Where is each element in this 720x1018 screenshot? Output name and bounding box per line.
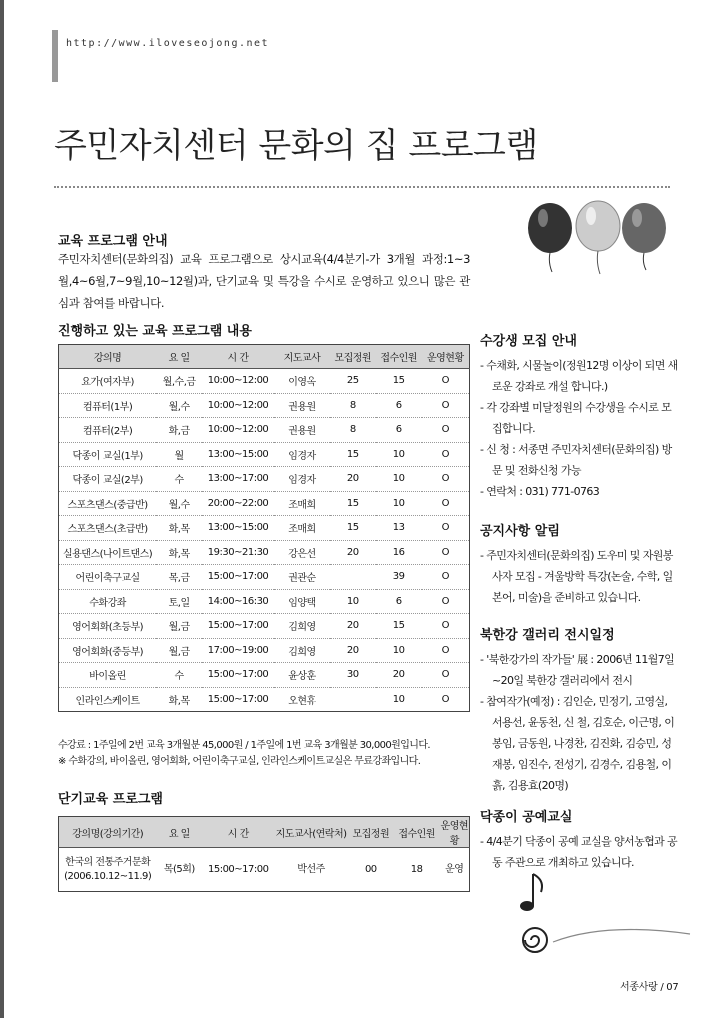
balloons-illustration <box>512 200 682 280</box>
capacity-cell: 20 <box>330 638 376 663</box>
registered-cell: 20 <box>376 663 422 688</box>
capacity-cell <box>330 565 376 590</box>
registered-cell: 10 <box>376 638 422 663</box>
list-item: - 주민자치센터(문화의집) 도우미 및 자원봉사자 모집 - 겨울방학 특강(논술, 수학, 일본어, 미술)을 준비하고 있습니다. <box>480 549 673 604</box>
col-header: 지도교사 <box>274 345 330 369</box>
table-row <box>59 540 470 565</box>
list-item: - 수채화, 시물놀이(정원12명 이상이 되면 새로운 강좌로 개설 합니다.) <box>480 359 678 393</box>
recruit-section <box>480 330 680 502</box>
course-cell: 영어회화(중등부) <box>59 638 157 663</box>
col-header: 강의명 <box>59 345 157 369</box>
notice-heading: 공지사항 알림 <box>480 524 560 539</box>
status-cell: O <box>422 638 470 663</box>
registered-cell: 10 <box>376 491 422 516</box>
recruit-heading: 수강생 모집 안내 <box>480 334 577 349</box>
time-cell: 13:00~15:00 <box>202 516 274 541</box>
col-header: 운영현황 <box>440 817 470 848</box>
balloon-dark <box>528 203 572 272</box>
col-header: 지도교사(연락처) <box>274 817 348 848</box>
course-cell: 닥종이 교실(1부) <box>59 442 157 467</box>
header-accent-bar <box>52 30 58 82</box>
short-term-table <box>58 816 470 892</box>
registered-cell: 15 <box>376 369 422 394</box>
col-header: 모집정원 <box>348 817 394 848</box>
status-cell: O <box>422 589 470 614</box>
registered-cell: 16 <box>376 540 422 565</box>
capacity-cell: 20 <box>330 614 376 639</box>
teacher-cell: 박선주 <box>297 863 325 875</box>
teacher-cell: 오현휴 <box>288 695 316 707</box>
course-cell: 수화강좌 <box>59 589 157 614</box>
status-cell: O <box>422 442 470 467</box>
music-note-icon <box>520 874 542 911</box>
status-cell: O <box>441 693 449 705</box>
education-intro: 주민자치센터(문화의집) 교육 프로그램으로 상시교육(4/4분기-가 3개월 과정:1~3월,4~6월,7~9월,10~12월)과, 단기교육 및 특강을 수시로 운영하고 있으니 많은 관심과 참여를 바랍니다. <box>58 252 470 310</box>
teacher-cell: 조매희 <box>274 491 330 516</box>
recruit-list <box>480 355 680 502</box>
page-title: 주민자치센터 문화의 집 프로그램 <box>54 126 538 166</box>
ongoing-heading: 진행하고 있는 교육 프로그램 내용 <box>58 324 252 339</box>
course-name: 한국의 전통주거문화 <box>65 856 151 868</box>
time-cell: 10:00~12:00 <box>202 418 274 443</box>
course-cell <box>59 848 157 892</box>
capacity-cell: 15 <box>330 491 376 516</box>
table-row <box>59 393 470 418</box>
notice-list <box>480 545 680 608</box>
time-cell: 10:00~12:00 <box>202 393 274 418</box>
short-term-heading: 단기교육 프로그램 <box>58 792 163 807</box>
status-cell: O <box>422 393 470 418</box>
course-cell: 어린이축구교실 <box>59 565 157 590</box>
table-row <box>59 369 470 394</box>
page-edge-bar <box>0 0 4 1018</box>
table-row <box>59 467 470 492</box>
list-item: - 각 강좌별 미달정원의 수강생을 수시로 모집합니다. <box>480 401 672 435</box>
fee-notes <box>58 738 430 770</box>
education-heading: 교육 프로그램 안내 <box>58 234 168 249</box>
capacity-cell: 15 <box>330 516 376 541</box>
capacity-cell: 20 <box>330 467 376 492</box>
table-row <box>59 638 470 663</box>
day-cell: 화,목 <box>168 695 190 707</box>
status-cell: O <box>422 614 470 639</box>
course-cell: 스포츠댄스(중급반) <box>59 491 157 516</box>
day-cell: 월,수,금 <box>156 369 202 394</box>
capacity-cell <box>330 687 376 712</box>
teacher-cell: 임양택 <box>274 589 330 614</box>
dakjongi-heading: 닥종이 공예교실 <box>480 810 573 825</box>
day-cell: 월 <box>156 442 202 467</box>
title-divider <box>54 186 670 188</box>
table-row <box>59 516 470 541</box>
registered-cell: 15 <box>376 614 422 639</box>
teacher-cell: 김희영 <box>274 638 330 663</box>
col-header: 접수인원 <box>376 345 422 369</box>
day-cell: 화,금 <box>156 418 202 443</box>
decorative-wave-line <box>553 930 690 943</box>
registered-cell: 6 <box>376 418 422 443</box>
time-cell: 10:00~12:00 <box>202 369 274 394</box>
header-url[interactable]: http://www.iloveseojong.net <box>66 38 270 49</box>
course-cell: 닥종이 교실(2부) <box>59 467 157 492</box>
teacher-cell: 조매희 <box>274 516 330 541</box>
col-header: 모집정원 <box>330 345 376 369</box>
table-row <box>59 491 470 516</box>
day-cell: 월,금 <box>156 638 202 663</box>
table-row <box>59 442 470 467</box>
table-row <box>59 663 470 688</box>
day-cell: 화,목 <box>156 540 202 565</box>
time-cell: 14:00~16:30 <box>202 589 274 614</box>
course-cell: 컴퓨터(2부) <box>59 418 157 443</box>
course-period: (2006.10.12~11.9) <box>64 870 152 882</box>
course-cell: 인라인스케이트 <box>75 695 140 707</box>
page-footer: 서종사랑 / 07 <box>620 982 679 993</box>
teacher-cell: 권용원 <box>274 418 330 443</box>
course-cell: 영어회화(초등부) <box>59 614 157 639</box>
col-header: 요 일 <box>156 817 202 848</box>
table-header-row <box>59 345 470 369</box>
capacity-cell: 10 <box>330 589 376 614</box>
table-row <box>59 848 470 892</box>
music-note-illustration <box>505 862 695 962</box>
registered-cell: 10 <box>376 442 422 467</box>
col-header: 시 간 <box>202 345 274 369</box>
time-cell: 13:00~17:00 <box>202 467 274 492</box>
time-cell: 15:00~17:00 <box>202 614 274 639</box>
day-cell: 목,금 <box>156 565 202 590</box>
course-cell: 컴퓨터(1부) <box>59 393 157 418</box>
table-header-row <box>59 817 470 848</box>
time-cell: 15:00~17:00 <box>202 663 274 688</box>
teacher-cell: 임경자 <box>274 467 330 492</box>
day-cell: 수 <box>156 467 202 492</box>
capacity-cell: 00 <box>364 863 377 875</box>
table-row <box>59 418 470 443</box>
time-cell: 13:00~15:00 <box>202 442 274 467</box>
fee-note: 수강료 : 1주일에 2번 교육 3개월분 45,000원 / 1주일에 1번 교육 3개월분 30,000원입니다. <box>58 740 430 751</box>
day-cell: 월,수 <box>156 491 202 516</box>
swirl-icon <box>523 928 547 952</box>
capacity-cell: 8 <box>330 393 376 418</box>
status-cell: O <box>422 540 470 565</box>
teacher-cell: 임경자 <box>274 442 330 467</box>
col-header: 운영현황 <box>422 345 470 369</box>
registered-cell: 13 <box>376 516 422 541</box>
status-cell: O <box>422 491 470 516</box>
ongoing-programs-table <box>58 344 470 712</box>
day-cell: 토,일 <box>156 589 202 614</box>
status-cell: O <box>422 418 470 443</box>
col-header: 요 일 <box>156 345 202 369</box>
registered-cell: 18 <box>410 863 423 875</box>
teacher-cell: 강은선 <box>274 540 330 565</box>
list-item: - 4/4분기 닥종이 공예 교실을 양서농협과 공동 주관으로 개최하고 있습니다. <box>480 835 678 869</box>
course-cell: 실용댄스(나이트댄스) <box>59 540 157 565</box>
day-cell: 화,목 <box>156 516 202 541</box>
capacity-cell: 20 <box>330 540 376 565</box>
status-cell: O <box>422 663 470 688</box>
teacher-cell: 김희영 <box>274 614 330 639</box>
registered-cell: 6 <box>376 393 422 418</box>
time-cell: 19:30~21:30 <box>202 540 274 565</box>
list-item: - 연락처 : 031) 771-0763 <box>480 485 600 498</box>
teacher-cell: 윤상훈 <box>274 663 330 688</box>
registered-cell: 39 <box>376 565 422 590</box>
teacher-cell: 이영옥 <box>274 369 330 394</box>
course-cell: 바이올린 <box>59 663 157 688</box>
capacity-cell: 30 <box>330 663 376 688</box>
registered-cell: 10 <box>376 467 422 492</box>
status-cell: O <box>422 369 470 394</box>
list-item: - '북한강가의 작가들' 展 : 2006년 11월7일 ~20일 북한강 갤러리에서 전시 <box>480 653 675 687</box>
col-header: 강의명(강의기간) <box>59 817 157 848</box>
teacher-cell: 권용원 <box>274 393 330 418</box>
notice-section <box>480 520 680 608</box>
col-header: 시 간 <box>202 817 274 848</box>
capacity-cell: 8 <box>330 418 376 443</box>
gallery-section <box>480 624 680 796</box>
status-cell: O <box>422 516 470 541</box>
day-cell: 월,금 <box>156 614 202 639</box>
course-cell: 스포츠댄스(초급반) <box>59 516 157 541</box>
gallery-list <box>480 649 680 796</box>
day-cell: 목(5회) <box>163 863 195 875</box>
day-cell: 월,수 <box>156 393 202 418</box>
teacher-cell: 권관순 <box>274 565 330 590</box>
status-cell: O <box>422 467 470 492</box>
col-header: 접수인원 <box>394 817 440 848</box>
status-cell: 운영 <box>445 863 464 875</box>
capacity-cell: 25 <box>330 369 376 394</box>
table-row <box>59 687 470 712</box>
time-cell: 15:00~17:00 <box>207 863 269 875</box>
table-row <box>59 589 470 614</box>
time-cell: 15:00~17:00 <box>202 565 274 590</box>
table-row <box>59 614 470 639</box>
time-cell: 15:00~17:00 <box>207 693 269 705</box>
status-cell: O <box>422 565 470 590</box>
balloon-light <box>576 201 620 274</box>
list-item: - 신 청 : 서종면 주민자치센터(문화의집) 방문 및 전화신청 가능 <box>480 443 672 477</box>
capacity-cell: 15 <box>330 442 376 467</box>
course-cell: 요가(여자부) <box>59 369 157 394</box>
table-row <box>59 565 470 590</box>
list-item: - 참여작가(예정) : 김인순, 민정기, 고영실, 서용선, 윤동천, 신 철, 김호순, 이근명, 이봉임, 금동원, 나경찬, 김진화, 김승민, 성재봉, 임진수, 전성기, 김경수, 김용철, 이 흙, 김용효(20명) <box>480 695 675 792</box>
balloon-medium <box>622 203 666 270</box>
day-cell: 수 <box>156 663 202 688</box>
gallery-heading: 북한강 갤러리 전시일정 <box>480 628 615 643</box>
time-cell: 17:00~19:00 <box>202 638 274 663</box>
free-course-note: ※ 수화강의, 바이올린, 영어회화, 어린이축구교실, 인라인스케이트교실은 무료강좌입니다. <box>58 756 421 767</box>
registered-cell: 6 <box>376 589 422 614</box>
registered-cell: 10 <box>392 693 405 705</box>
time-cell: 20:00~22:00 <box>202 491 274 516</box>
